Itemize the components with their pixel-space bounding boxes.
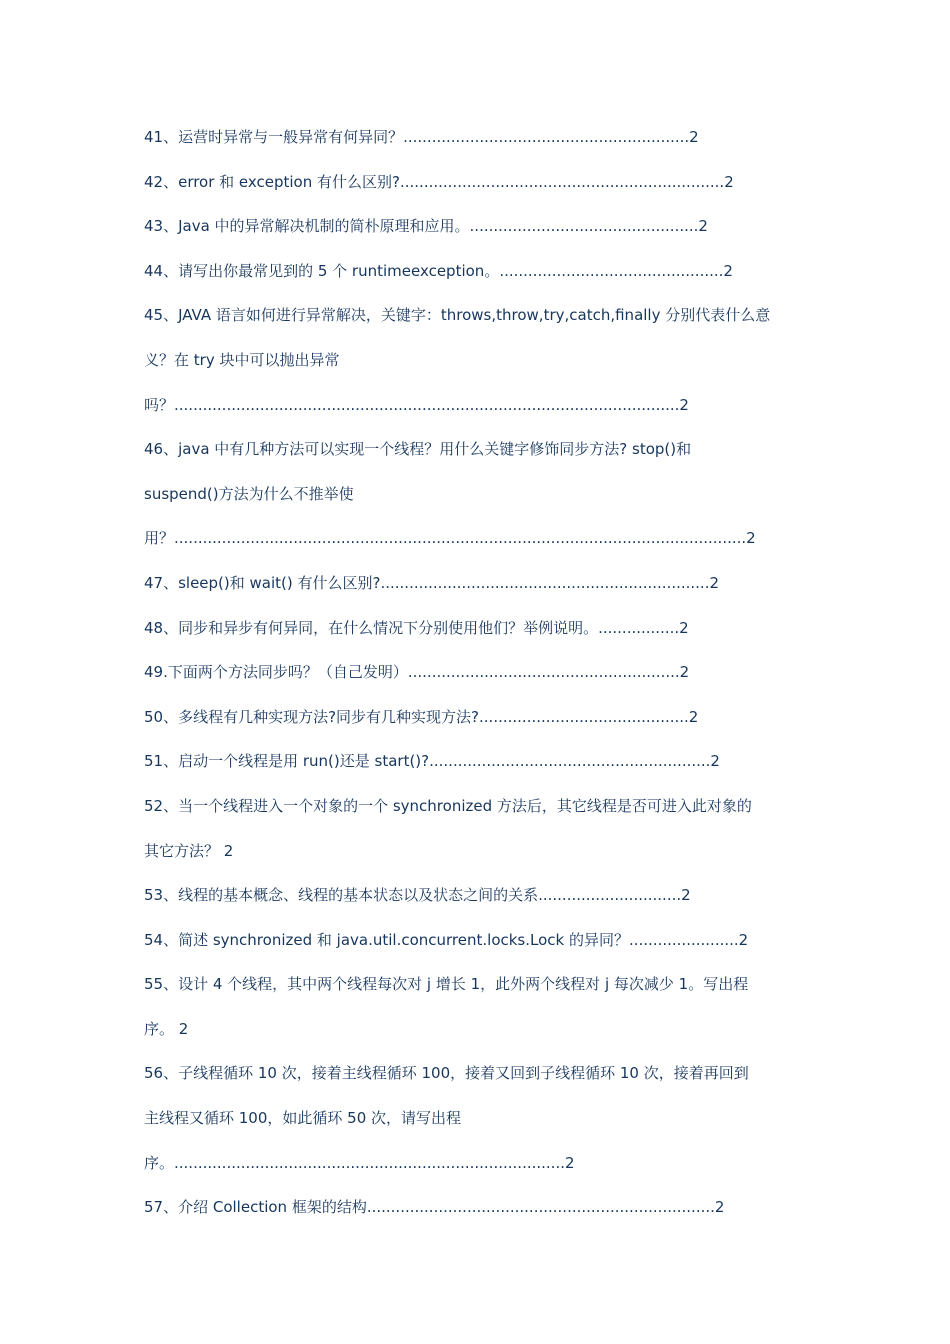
toc-line-54: 54、简述 synchronized 和 java.util.concurrent.locks.Lock 的异同？.......................2 bbox=[144, 930, 749, 949]
toc-line-53: 53、线程的基本概念、线程的基本状态以及状态之间的关系..............................2 bbox=[144, 886, 691, 905]
toc-line-44: 44、请写出你最常见到的 5 个 runtimeexception。...............................................2 bbox=[144, 261, 733, 280]
toc-line-42: 42、error 和 exception 有什么区别?....................................................................2 bbox=[144, 172, 734, 191]
table-of-contents bbox=[144, 120, 814, 1235]
toc-line-45: 45、JAVA 语言如何进行异常解决，关键字：throws,throw,try,catch,finally 分别代表什么意 bbox=[144, 306, 771, 325]
toc-line-49: 49.下面两个方法同步吗？（自己发明）.........................................................2 bbox=[144, 663, 690, 682]
toc-line-48: 48、同步和异步有何异同，在什么情况下分别使用他们？举例说明。.................2 bbox=[144, 618, 689, 637]
toc-line-57: 57、介绍 Collection 框架的结构.........................................................................2 bbox=[144, 1198, 725, 1217]
toc-line-52-cont: 其它方法？ 2 bbox=[144, 841, 234, 860]
toc-line-56: 56、子线程循环 10 次，接着主线程循环 100，接着又回到子线程循环 10 次，接着再回到 bbox=[144, 1064, 749, 1083]
toc-line-43: 43、Java 中的异常解决机制的简朴原理和应用。................................................2 bbox=[144, 217, 708, 236]
toc-line-51: 51、启动一个线程是用 run()还是 start()?...........................................................2 bbox=[144, 752, 720, 771]
toc-line-45-page: 吗？..........................................................................................................2 bbox=[144, 395, 689, 414]
toc-line-56-page: 序。..................................................................................2 bbox=[144, 1153, 575, 1172]
toc-line-46-cont: suspend()方法为什么不推举使 bbox=[144, 484, 354, 503]
toc-line-46: 46、java 中有几种方法可以实现一个线程？用什么关键字修饰同步方法? stop()和 bbox=[144, 440, 692, 459]
toc-line-55-cont: 序。 2 bbox=[144, 1019, 189, 1038]
toc-line-55: 55、设计 4 个线程，其中两个线程每次对 j 增长 1，此外两个线程对 j 每次减少 1。写出程 bbox=[144, 975, 749, 994]
toc-line-46-page: 用？........................................................................................................................2 bbox=[144, 529, 756, 548]
toc-line-45-cont: 义？在 try 块中可以抛出异常 bbox=[144, 350, 340, 369]
toc-line-56-cont: 主线程又循环 100，如此循环 50 次，请写出程 bbox=[144, 1109, 462, 1128]
toc-line-52: 52、当一个线程进入一个对象的一个 synchronized 方法后，其它线程是否可进入此对象的 bbox=[144, 796, 752, 815]
toc-line-47: 47、sleep()和 wait() 有什么区别?.....................................................................2 bbox=[144, 573, 720, 592]
toc-line-41: 41、运营时异常与一般异常有何异同？............................................................2 bbox=[144, 128, 699, 146]
toc-line-50: 50、多线程有几种实现方法?同步有几种实现方法?............................................2 bbox=[144, 707, 699, 726]
